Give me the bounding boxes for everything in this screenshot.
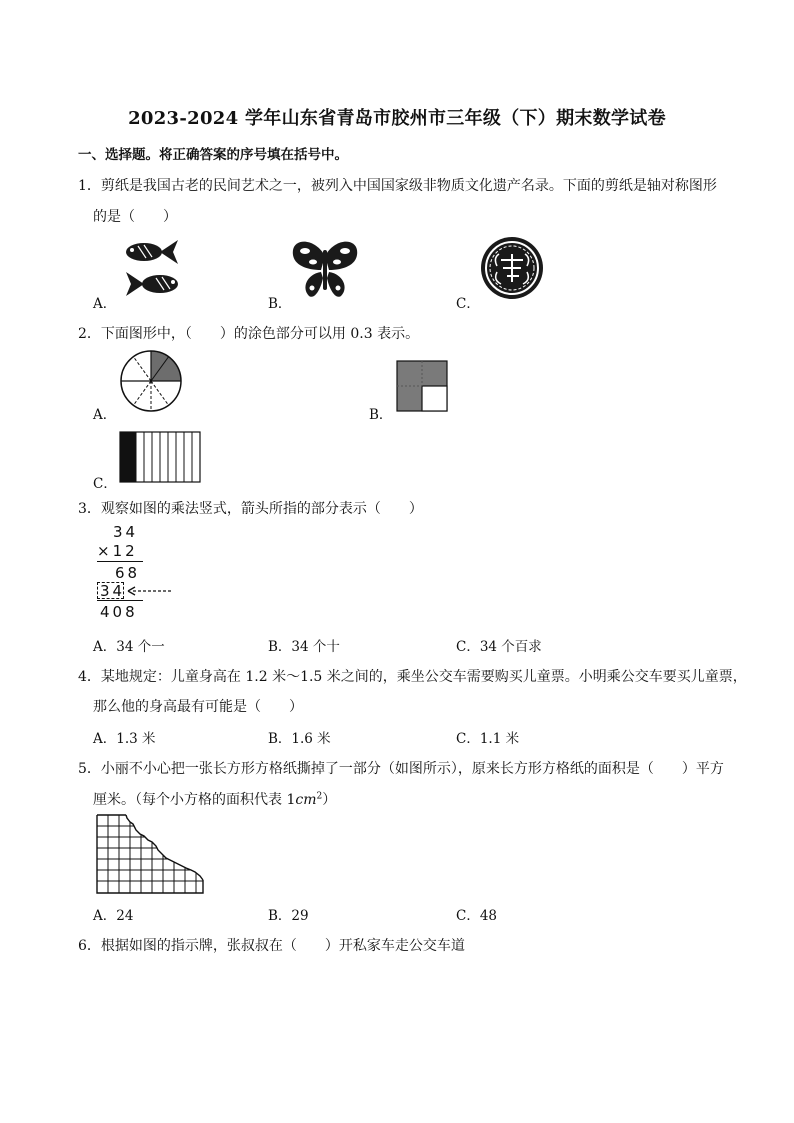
calc-line-2	[97, 600, 143, 601]
q1-option-c[interactable]: C．	[456, 296, 480, 312]
question-2-text: 2．下面图形中，（ ）的涂色部分可以用 0.3 表示。	[78, 326, 420, 342]
vertical-multiplication	[97, 523, 177, 623]
calc-line-1	[97, 561, 143, 562]
calc-row-3: 68	[115, 564, 141, 582]
question-1-text: 1．剪纸是我国古老的民间艺术之一，被列入中国国家级非物质文化遗产名录。下面的剪纸是轴对称图形	[78, 178, 717, 194]
unit-cm: cm	[295, 792, 317, 808]
page-title: 2023-2024 学年山东省青岛市胶州市三年级（下）期末数学试卷	[128, 108, 666, 129]
q4-option-c[interactable]: C．1.1 米	[456, 731, 520, 747]
q4-option-b[interactable]: B．1.6 米	[268, 731, 331, 747]
torn-grid-paper-figure	[96, 814, 204, 894]
round-papercut-image	[479, 236, 545, 300]
q4-option-a[interactable]: A．1.3 米	[93, 731, 156, 747]
fish-papercut-image	[118, 236, 190, 302]
q3-option-b[interactable]: B．34 个十	[268, 639, 340, 655]
q1-option-b[interactable]: B．	[268, 296, 292, 312]
butterfly-papercut-image	[291, 236, 359, 302]
section-heading: 一、选择题。将正确答案的序号填在括号中。	[78, 147, 348, 163]
calc-row-5: 408	[100, 603, 138, 621]
question-4-text-cont: 那么他的身高最有可能是（ ）	[93, 699, 303, 715]
q5-text-close: ）	[322, 792, 337, 808]
question-1-text-cont: 的是（ ）	[93, 209, 177, 225]
question-5-text: 5．小丽不小心把一张长方形方格纸撕掉了一部分（如图所示），原来长方形方格纸的面积是（ ）平方	[78, 761, 724, 777]
square-fraction-figure	[396, 360, 448, 412]
q5-option-a[interactable]: A．24	[93, 908, 134, 924]
question-6-text: 6．根据如图的指示牌，张叔叔在（ ）开私家车走公交车道	[78, 938, 465, 954]
q2-option-b[interactable]: B．	[369, 407, 393, 423]
unit-exponent: 2	[316, 791, 323, 802]
calc-row-2: ×12	[97, 542, 138, 560]
q5-text-part: 厘米。（每个小方格的面积代表 1	[93, 792, 296, 808]
calc-row-4: 34	[100, 582, 126, 600]
question-3-text: 3．观察如图的乘法竖式，箭头所指的部分表示（ ）	[78, 501, 423, 517]
question-5-text-cont	[93, 789, 336, 809]
q5-option-c[interactable]: C．48	[456, 908, 498, 924]
q2-option-a[interactable]: A．	[93, 407, 117, 423]
calc-row-1: 34	[113, 523, 139, 541]
question-4-text: 4．某地规定：儿童身高在 1.2 米～1.5 米之间的，乘坐公交车需要购买儿童票。小明乘公交车要买儿童票，	[78, 669, 747, 685]
q2-option-c[interactable]: C．	[93, 476, 117, 492]
q5-option-b[interactable]: B．29	[268, 908, 309, 924]
q1-option-a[interactable]: A．	[93, 296, 117, 312]
q3-option-a[interactable]: A．34 个一	[93, 639, 165, 655]
circle-fraction-figure	[120, 350, 182, 412]
q3-option-c[interactable]: C．34 个百求	[456, 639, 542, 655]
arrow-icon	[127, 585, 173, 597]
strip-fraction-figure	[119, 431, 201, 483]
